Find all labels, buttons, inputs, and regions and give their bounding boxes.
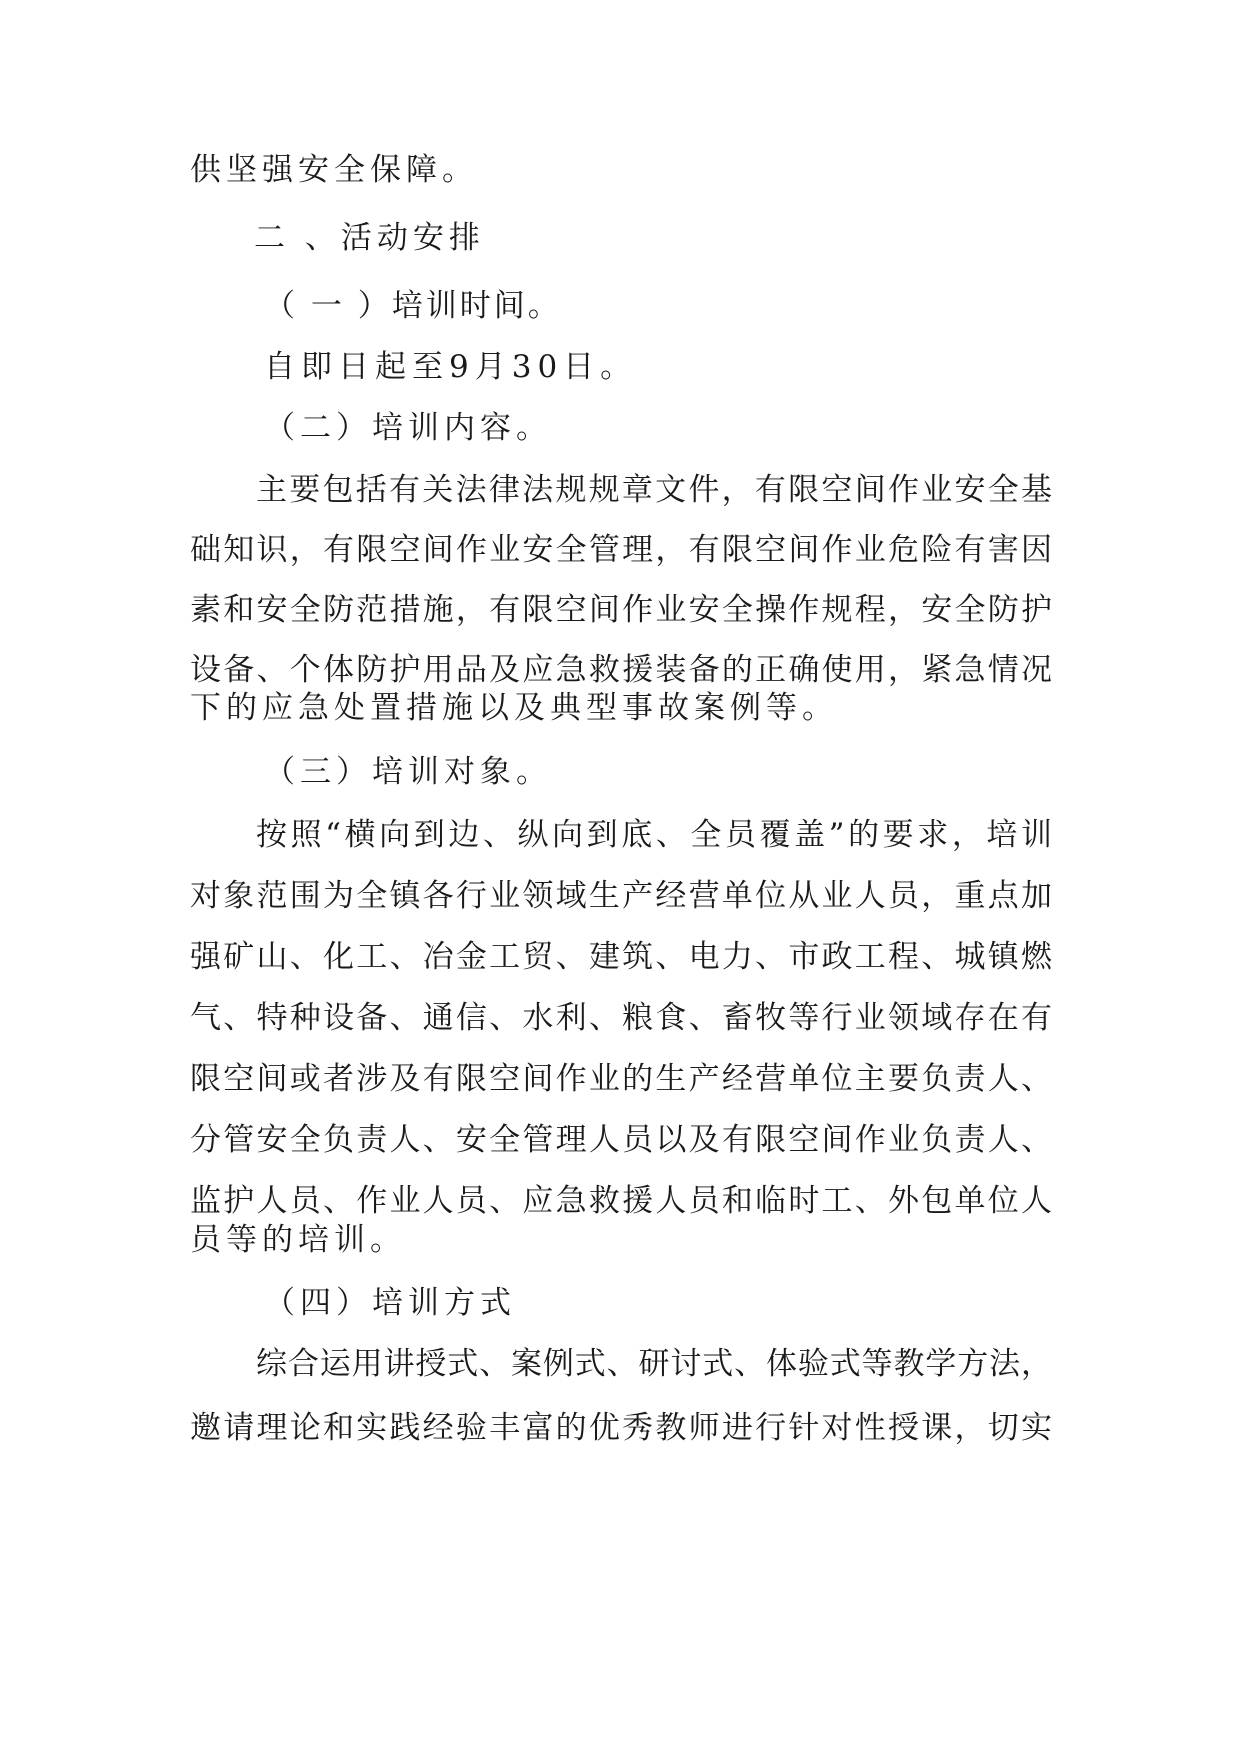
subsection-heading: （二）培训内容。 [264,410,552,446]
paragraph-line: 素和安全防范措施，有限空间作业安全操作规程，安全防护 [190,592,1052,628]
paragraph-line: 气、特种设备、通信、水利、粮食、畜牧等行业领域存在有 [190,1000,1052,1036]
paragraph-line: 邀请理论和实践经验丰富的优秀教师进行针对性授课，切实 [190,1410,1052,1446]
subsection-heading: （三）培训对象。 [264,754,552,790]
paragraph-line: 员等的培训。 [190,1222,406,1258]
paragraph-line: 分管安全负责人、安全管理人员以及有限空间作业负责人、 [190,1122,1052,1158]
paragraph-line: 供坚强安全保障。 [190,152,478,188]
paragraph-line: 监护人员、作业人员、应急救援人员和临时工、外包单位人 [190,1183,1052,1219]
paragraph-line: 设备、个体防护用品及应急救援装备的正确使用，紧急情况 [190,652,1052,688]
section-heading: 二 、活动安排 [254,220,485,256]
paragraph-line: 自即日起至9月30日。 [264,349,638,385]
paragraph-line: 限空间或者涉及有限空间作业的生产经营单位主要负责人、 [190,1061,1052,1097]
paragraph-line: 下的应急处置措施以及典型事故案例等。 [190,690,838,726]
paragraph-line: 主要包括有关法律法规规章文件，有限空间作业安全基 [256,472,1052,508]
paragraph-line: 础知识，有限空间作业安全管理，有限空间作业危险有害因 [190,532,1052,568]
paragraph-line: 按照“横向到边、纵向到底、全员覆盖”的要求，培训 [256,817,1052,853]
subsection-heading: （ 一 ）培训时间。 [264,288,562,324]
subsection-heading: （四）培训方式 [264,1285,516,1321]
paragraph-line: 综合运用讲授式、案例式、研讨式、体验式等教学方法， [256,1346,1052,1382]
paragraph-line: 强矿山、化工、冶金工贸、建筑、电力、市政工程、城镇燃 [190,939,1052,975]
paragraph-line: 对象范围为全镇各行业领域生产经营单位从业人员，重点加 [190,878,1052,914]
